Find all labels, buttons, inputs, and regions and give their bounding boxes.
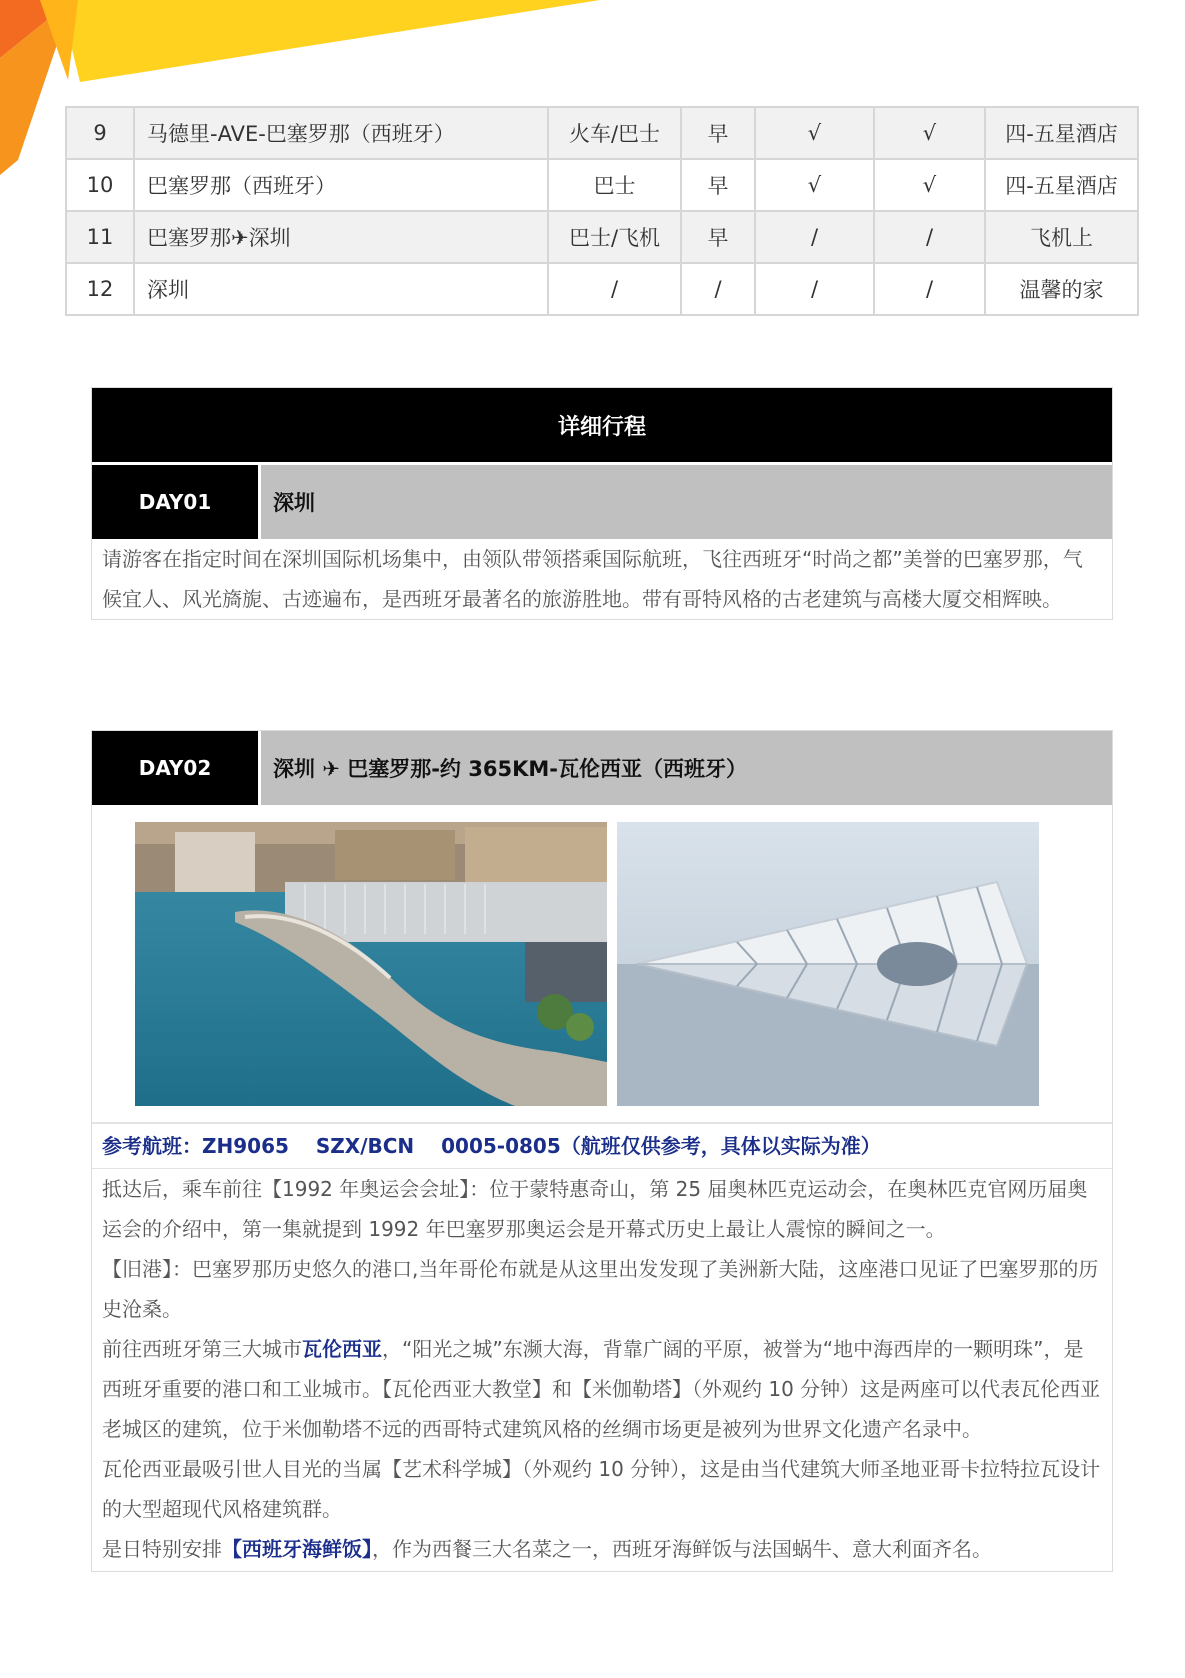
day02-paragraph-paella bbox=[102, 1529, 1102, 1569]
cell-dinner: √ bbox=[874, 159, 985, 211]
table-row bbox=[66, 263, 1138, 315]
cell-day: 9 bbox=[66, 107, 134, 159]
cell-breakfast: 早 bbox=[681, 107, 755, 159]
day02-paragraph-arts-city: 瓦伦西亚最吸引世人目光的当属【艺术科学城】（外观约 10 分钟），这是由当代建筑大师圣地亚哥卡拉特拉瓦设计的大型超现代风格建筑群。 bbox=[102, 1457, 1101, 1521]
day01-badge: DAY01 bbox=[92, 465, 258, 539]
cell-lunch: √ bbox=[755, 159, 874, 211]
cell-lunch: / bbox=[755, 263, 874, 315]
table-row bbox=[66, 211, 1138, 263]
cell-transport: 火车/巴士 bbox=[548, 107, 681, 159]
paella-intro: 是日特别安排 bbox=[102, 1537, 222, 1561]
table-row bbox=[66, 159, 1138, 211]
cell-hotel: 四-五星酒店 bbox=[985, 159, 1138, 211]
barcelona-harbor-photo bbox=[135, 822, 607, 1106]
valencia-details: ，“阳光之城”东濒大海，背靠广阔的平原，被誉为“地中海西岸的一颗明珠”，是西班牙重要的港口和工业城市。【瓦伦西亚大教堂】和【米伽勒塔】（外观约 10 分钟）这是两座可以代表瓦伦西亚老城区的建筑，位于米伽勒塔不远的西哥特式建筑风格的丝绸市场更是被列为世界文化遗产名录中。 bbox=[102, 1337, 1101, 1441]
cell-route: 深圳 bbox=[134, 263, 548, 315]
day01-description: 请游客在指定时间在深圳国际机场集中，由领队带领搭乘国际航班，飞往西班牙“时尚之都”美誉的巴塞罗那，气候宜人、风光旖旎、古迹遍布，是西班牙最著名的旅游胜地。带有哥特风格的古老建筑与高楼大厦交相辉映。 bbox=[102, 547, 1083, 611]
day02-paragraph-valencia bbox=[102, 1329, 1102, 1449]
cell-route: 巴塞罗那（西班牙） bbox=[134, 159, 548, 211]
cell-lunch: √ bbox=[755, 107, 874, 159]
cell-transport: / bbox=[548, 263, 681, 315]
cell-breakfast: / bbox=[681, 263, 755, 315]
cell-breakfast: 早 bbox=[681, 159, 755, 211]
day02-section bbox=[91, 730, 1113, 1572]
day02-badge: DAY02 bbox=[92, 731, 258, 805]
day02-paragraph-olympic: 抵达后，乘车前往【1992 年奥运会会址】：位于蒙特惠奇山，第 25 届奥林匹克运动会，在奥林匹克官网历届奥运会的介绍中，第一集就提到 1992 年巴塞罗那奥运会是开幕式历史上最让人震惊的瞬间之一。 bbox=[102, 1177, 1088, 1241]
day02-paragraph-old-port: 【旧港】：巴塞罗那历史悠久的港口,当年哥伦布就是从这里出发发现了美洲新大陆，这座港口见证了巴塞罗那的历史沧桑。 bbox=[102, 1257, 1099, 1321]
reference-flight: 参考航班：ZH9065 SZX/BCN 0005-0805（航班仅供参考，具体以实际为准） bbox=[92, 1123, 1112, 1169]
cell-transport: 巴士 bbox=[548, 159, 681, 211]
cell-day: 11 bbox=[66, 211, 134, 263]
cell-route: 巴塞罗那✈深圳 bbox=[134, 211, 548, 263]
day02-title: 深圳 ✈ 巴塞罗那-约 365KM-瓦伦西亚（西班牙） bbox=[258, 731, 1112, 805]
cell-hotel: 温馨的家 bbox=[985, 263, 1138, 315]
cell-hotel: 四-五星酒店 bbox=[985, 107, 1138, 159]
cell-hotel: 飞机上 bbox=[985, 211, 1138, 263]
table-row bbox=[66, 107, 1138, 159]
cell-dinner: / bbox=[874, 263, 985, 315]
city-of-arts-sciences-photo bbox=[617, 822, 1039, 1106]
cell-route: 马德里-AVE-巴塞罗那（西班牙） bbox=[134, 107, 548, 159]
itinerary-header: 详细行程 bbox=[92, 388, 1112, 462]
cell-day: 12 bbox=[66, 263, 134, 315]
day02-photos bbox=[92, 805, 1112, 1123]
paella-highlight: 【西班牙海鲜饭】 bbox=[222, 1537, 372, 1561]
cell-day: 10 bbox=[66, 159, 134, 211]
valencia-highlight: 瓦伦西亚 bbox=[302, 1337, 382, 1361]
cell-lunch: / bbox=[755, 211, 874, 263]
itinerary-summary-table bbox=[65, 106, 1139, 316]
cell-dinner: / bbox=[874, 211, 985, 263]
cell-dinner: √ bbox=[874, 107, 985, 159]
cell-breakfast: 早 bbox=[681, 211, 755, 263]
day02-description bbox=[92, 1169, 1112, 1571]
day01-title: 深圳 bbox=[258, 465, 1112, 539]
day01-section bbox=[91, 387, 1113, 620]
valencia-intro: 前往西班牙第三大城市 bbox=[102, 1337, 302, 1361]
paella-details: ，作为西餐三大名菜之一，西班牙海鲜饭与法国蜗牛、意大利面齐名。 bbox=[372, 1537, 992, 1561]
cell-transport: 巴士/飞机 bbox=[548, 211, 681, 263]
